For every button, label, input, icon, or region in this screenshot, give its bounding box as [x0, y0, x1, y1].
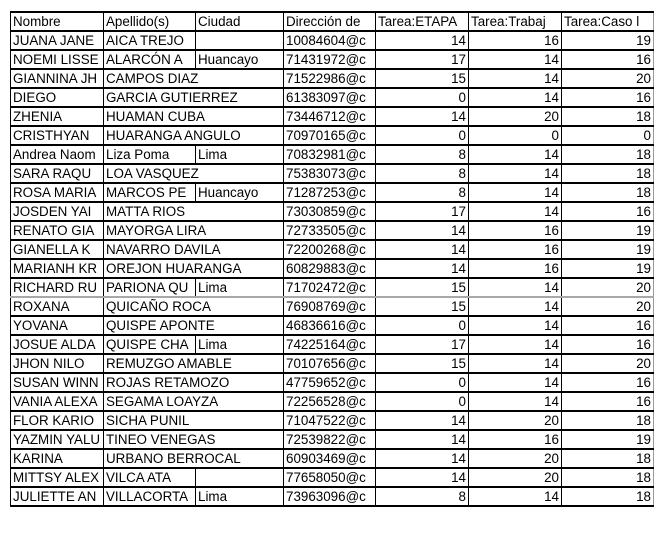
cell-trabajo[interactable]: 20 [469, 107, 562, 126]
cell-etapa[interactable]: 15 [376, 297, 469, 316]
cell-caso[interactable]: 18 [562, 449, 654, 468]
cell-nombre[interactable]: FLOR KARIO [11, 411, 104, 430]
cell-nombre[interactable]: RICHARD RU [11, 278, 104, 297]
cell-caso[interactable]: 16 [562, 316, 654, 335]
table-row [11, 297, 654, 316]
cell-apellido[interactable]: MARCOS PE [104, 183, 196, 202]
cell-email[interactable]: 71047522@c [284, 411, 376, 430]
cell-etapa[interactable]: 0 [376, 316, 469, 335]
cell-nombre[interactable]: ZHENIA [11, 107, 104, 126]
cell-trabajo[interactable]: 14 [469, 487, 562, 506]
cell-apellido[interactable]: PARIONA QU [104, 278, 196, 297]
cell-caso[interactable]: 19 [562, 430, 654, 449]
table-row [11, 88, 654, 107]
column-header-nombre[interactable]: Nombre [11, 12, 104, 31]
cell-caso[interactable]: 0 [562, 126, 654, 145]
cell-email[interactable]: 73030859@c [284, 202, 376, 221]
cell-nombre[interactable]: VANIA ALEXA [11, 392, 104, 411]
column-header-trabajo[interactable]: Tarea:Trabaj [469, 12, 562, 31]
cell-nombre[interactable]: JULIETTE AN [11, 487, 104, 506]
cell-nombre[interactable]: Andrea Naom [11, 145, 104, 164]
cell-email[interactable]: 10084604@c [284, 31, 376, 50]
cell-caso[interactable]: 19 [562, 240, 654, 259]
cell-apellido[interactable]: OREJON HUARANGA [104, 259, 284, 278]
students-table [10, 11, 654, 507]
cell-apellido[interactable]: SICHA PUNIL [104, 411, 284, 430]
table-row [11, 69, 654, 88]
cell-apellido[interactable]: HUAMAN CUBA [104, 107, 284, 126]
cell-email[interactable]: 70832981@c [284, 145, 376, 164]
cell-nombre[interactable]: DIEGO [11, 88, 104, 107]
cell-trabajo[interactable]: 14 [469, 316, 562, 335]
cell-etapa[interactable]: 15 [376, 278, 469, 297]
table-row [11, 259, 654, 278]
spreadsheet-area [10, 11, 654, 507]
cell-caso[interactable]: 18 [562, 411, 654, 430]
cell-apellido[interactable]: SEGAMA LOAYZA [104, 392, 284, 411]
cell-email[interactable]: 72256528@c [284, 392, 376, 411]
cell-apellido[interactable]: MATTA RIOS [104, 202, 284, 221]
cell-trabajo[interactable]: 16 [469, 31, 562, 50]
table-row [11, 354, 654, 373]
cell-nombre[interactable]: NOEMI LISSE [11, 50, 104, 69]
cell-email[interactable]: 71702472@c [284, 278, 376, 297]
cell-email[interactable]: 73446712@c [284, 107, 376, 126]
cell-caso[interactable]: 16 [562, 202, 654, 221]
cell-etapa[interactable]: 14 [376, 259, 469, 278]
table-row [11, 430, 654, 449]
cell-etapa[interactable]: 17 [376, 50, 469, 69]
cell-etapa[interactable]: 0 [376, 126, 469, 145]
cell-ciudad[interactable]: Lima [196, 487, 284, 506]
cell-trabajo[interactable]: 0 [469, 126, 562, 145]
cell-email[interactable]: 76908769@c [284, 297, 376, 316]
cell-nombre[interactable]: KARINA [11, 449, 104, 468]
cell-trabajo[interactable]: 16 [469, 430, 562, 449]
table-row [11, 335, 654, 354]
cell-apellido[interactable]: REMUZGO AMABLE [104, 354, 284, 373]
cell-caso[interactable]: 18 [562, 107, 654, 126]
cell-trabajo[interactable]: 14 [469, 183, 562, 202]
cell-nombre[interactable]: SARA RAQU [11, 164, 104, 183]
cell-trabajo[interactable]: 14 [469, 202, 562, 221]
cell-nombre[interactable]: GIANELLA K [11, 240, 104, 259]
cell-caso[interactable]: 20 [562, 278, 654, 297]
cell-email[interactable]: 74225164@c [284, 335, 376, 354]
cell-etapa[interactable]: 14 [376, 240, 469, 259]
table-row [11, 449, 654, 468]
table-row [11, 487, 654, 506]
cell-trabajo[interactable]: 16 [469, 221, 562, 240]
cell-etapa[interactable]: 8 [376, 164, 469, 183]
cell-nombre[interactable]: JHON NILO [11, 354, 104, 373]
cell-apellido[interactable]: QUISPE APONTE [104, 316, 284, 335]
cell-trabajo[interactable]: 14 [469, 297, 562, 316]
cell-caso[interactable]: 16 [562, 392, 654, 411]
cell-etapa[interactable]: 14 [376, 430, 469, 449]
table-row [11, 240, 654, 259]
cell-etapa[interactable]: 0 [376, 373, 469, 392]
cell-email[interactable]: 71431972@c [284, 50, 376, 69]
cell-email[interactable]: 60829883@c [284, 259, 376, 278]
table-row [11, 392, 654, 411]
cell-etapa[interactable]: 17 [376, 202, 469, 221]
cell-apellido[interactable]: VILLACORTA [104, 487, 196, 506]
table-row [11, 202, 654, 221]
cell-apellido[interactable]: AICA TREJO [104, 31, 196, 50]
cell-email[interactable]: 61383097@c [284, 88, 376, 107]
cell-trabajo[interactable]: 14 [469, 354, 562, 373]
cell-trabajo[interactable]: 20 [469, 468, 562, 487]
cell-trabajo[interactable]: 16 [469, 240, 562, 259]
column-header-etapa[interactable]: Tarea:ETAPA [376, 12, 469, 31]
table-row [11, 126, 654, 145]
cell-ciudad[interactable] [196, 468, 284, 487]
cell-trabajo[interactable]: 14 [469, 373, 562, 392]
cell-email[interactable]: 46836616@c [284, 316, 376, 335]
cell-etapa[interactable]: 17 [376, 335, 469, 354]
cell-trabajo[interactable]: 20 [469, 449, 562, 468]
cell-ciudad[interactable]: Lima [196, 335, 284, 354]
cell-nombre[interactable]: RENATO GIA [11, 221, 104, 240]
cell-caso[interactable]: 18 [562, 183, 654, 202]
cell-etapa[interactable]: 0 [376, 88, 469, 107]
cell-apellido[interactable]: MAYORGA LIRA [104, 221, 284, 240]
column-header-email[interactable]: Dirección de [284, 12, 376, 31]
cell-email[interactable]: 71522986@c [284, 69, 376, 88]
cell-apellido[interactable]: CAMPOS DIAZ [104, 69, 284, 88]
cell-email[interactable]: 75383073@c [284, 164, 376, 183]
cell-trabajo[interactable]: 14 [469, 145, 562, 164]
cell-apellido[interactable]: ROJAS RETAMOZO [104, 373, 284, 392]
cell-etapa[interactable]: 0 [376, 392, 469, 411]
header-row [11, 12, 654, 31]
cell-email[interactable]: 73963096@c [284, 487, 376, 506]
table-row [11, 50, 654, 69]
cell-trabajo[interactable]: 20 [469, 411, 562, 430]
cell-trabajo[interactable]: 14 [469, 335, 562, 354]
cell-nombre[interactable]: ROXANA [11, 297, 104, 316]
cell-email[interactable]: 72539822@c [284, 430, 376, 449]
cell-trabajo[interactable]: 16 [469, 259, 562, 278]
cell-etapa[interactable]: 8 [376, 487, 469, 506]
column-header-ciudad[interactable]: Ciudad [196, 12, 284, 31]
cell-etapa[interactable]: 15 [376, 354, 469, 373]
cell-nombre[interactable]: MARIANH KR [11, 259, 104, 278]
cell-caso[interactable]: 18 [562, 487, 654, 506]
cell-trabajo[interactable]: 14 [469, 50, 562, 69]
cell-trabajo[interactable]: 14 [469, 164, 562, 183]
cell-apellido[interactable]: Liza Poma [104, 145, 196, 164]
table-row [11, 221, 654, 240]
cell-trabajo[interactable]: 14 [469, 88, 562, 107]
cell-nombre[interactable]: CRISTHYAN [11, 126, 104, 145]
cell-caso[interactable]: 19 [562, 259, 654, 278]
cell-trabajo[interactable]: 14 [469, 392, 562, 411]
cell-etapa[interactable]: 14 [376, 449, 469, 468]
table-row [11, 373, 654, 392]
cell-caso[interactable]: 18 [562, 468, 654, 487]
table-row [11, 145, 654, 164]
cell-email[interactable]: 77658050@c [284, 468, 376, 487]
table-row [11, 411, 654, 430]
table-row [11, 316, 654, 335]
cell-nombre[interactable]: JOSDEN YAI [11, 202, 104, 221]
cell-nombre[interactable]: MITTSY ALEX [11, 468, 104, 487]
cell-nombre[interactable]: YOVANA [11, 316, 104, 335]
cell-trabajo[interactable]: 14 [469, 69, 562, 88]
cell-etapa[interactable]: 14 [376, 31, 469, 50]
cell-apellido[interactable]: NAVARRO DAVILA [104, 240, 284, 259]
cell-etapa[interactable]: 14 [376, 107, 469, 126]
cell-email[interactable]: 47759652@c [284, 373, 376, 392]
cell-apellido[interactable]: VILCA ATA [104, 468, 196, 487]
cell-caso[interactable]: 16 [562, 335, 654, 354]
cell-apellido[interactable]: GARCIA GUTIERREZ [104, 88, 284, 107]
cell-caso[interactable]: 20 [562, 69, 654, 88]
cell-etapa[interactable]: 14 [376, 411, 469, 430]
cell-email[interactable]: 71287253@c [284, 183, 376, 202]
cell-etapa[interactable]: 8 [376, 145, 469, 164]
cell-apellido[interactable]: HUARANGA ANGULO [104, 126, 284, 145]
cell-ciudad[interactable]: Huancayo [196, 183, 284, 202]
table-row [11, 164, 654, 183]
cell-caso[interactable]: 16 [562, 50, 654, 69]
cell-nombre[interactable]: JUANA JANE [11, 31, 104, 50]
cell-apellido[interactable]: QUICAÑO ROCA [104, 297, 284, 316]
cell-caso[interactable]: 18 [562, 164, 654, 183]
cell-nombre[interactable]: JOSUE ALDA [11, 335, 104, 354]
cell-caso[interactable]: 19 [562, 31, 654, 50]
cell-etapa[interactable]: 14 [376, 221, 469, 240]
cell-email[interactable]: 72733505@c [284, 221, 376, 240]
cell-email[interactable]: 70970165@c [284, 126, 376, 145]
cell-caso[interactable]: 20 [562, 354, 654, 373]
cell-caso[interactable]: 20 [562, 297, 654, 316]
cell-caso[interactable]: 18 [562, 145, 654, 164]
cell-nombre[interactable]: GIANNINA JH [11, 69, 104, 88]
cell-apellido[interactable]: LOA VASQUEZ [104, 164, 284, 183]
cell-apellido[interactable]: ALARCÓN A [104, 50, 196, 69]
table-row [11, 468, 654, 487]
cell-ciudad[interactable]: Lima [196, 278, 284, 297]
cell-ciudad[interactable] [196, 31, 284, 50]
cell-apellido[interactable]: QUISPE CHA [104, 335, 196, 354]
cell-apellido[interactable]: TINEO VENEGAS [104, 430, 284, 449]
cell-email[interactable]: 72200268@c [284, 240, 376, 259]
cell-caso[interactable]: 16 [562, 373, 654, 392]
cell-nombre[interactable]: SUSAN WINN [11, 373, 104, 392]
column-header-caso[interactable]: Tarea:Caso l [562, 12, 654, 31]
cell-trabajo[interactable]: 14 [469, 278, 562, 297]
table-row [11, 107, 654, 126]
cell-caso[interactable]: 19 [562, 221, 654, 240]
table-row [11, 278, 654, 297]
cell-nombre[interactable]: ROSA MARIA [11, 183, 104, 202]
cell-etapa[interactable]: 15 [376, 69, 469, 88]
cell-caso[interactable]: 16 [562, 88, 654, 107]
cell-ciudad[interactable]: Lima [196, 145, 284, 164]
table-row [11, 31, 654, 50]
table-row [11, 183, 654, 202]
column-header-apellido[interactable]: Apellido(s) [104, 12, 196, 31]
cell-etapa[interactable]: 8 [376, 183, 469, 202]
cell-ciudad[interactable]: Huancayo [196, 50, 284, 69]
cell-nombre[interactable]: YAZMIN YALU [11, 430, 104, 449]
cell-etapa[interactable]: 14 [376, 468, 469, 487]
cell-email[interactable]: 60903469@c [284, 449, 376, 468]
cell-email[interactable]: 70107656@c [284, 354, 376, 373]
cell-apellido[interactable]: URBANO BERROCAL [104, 449, 284, 468]
